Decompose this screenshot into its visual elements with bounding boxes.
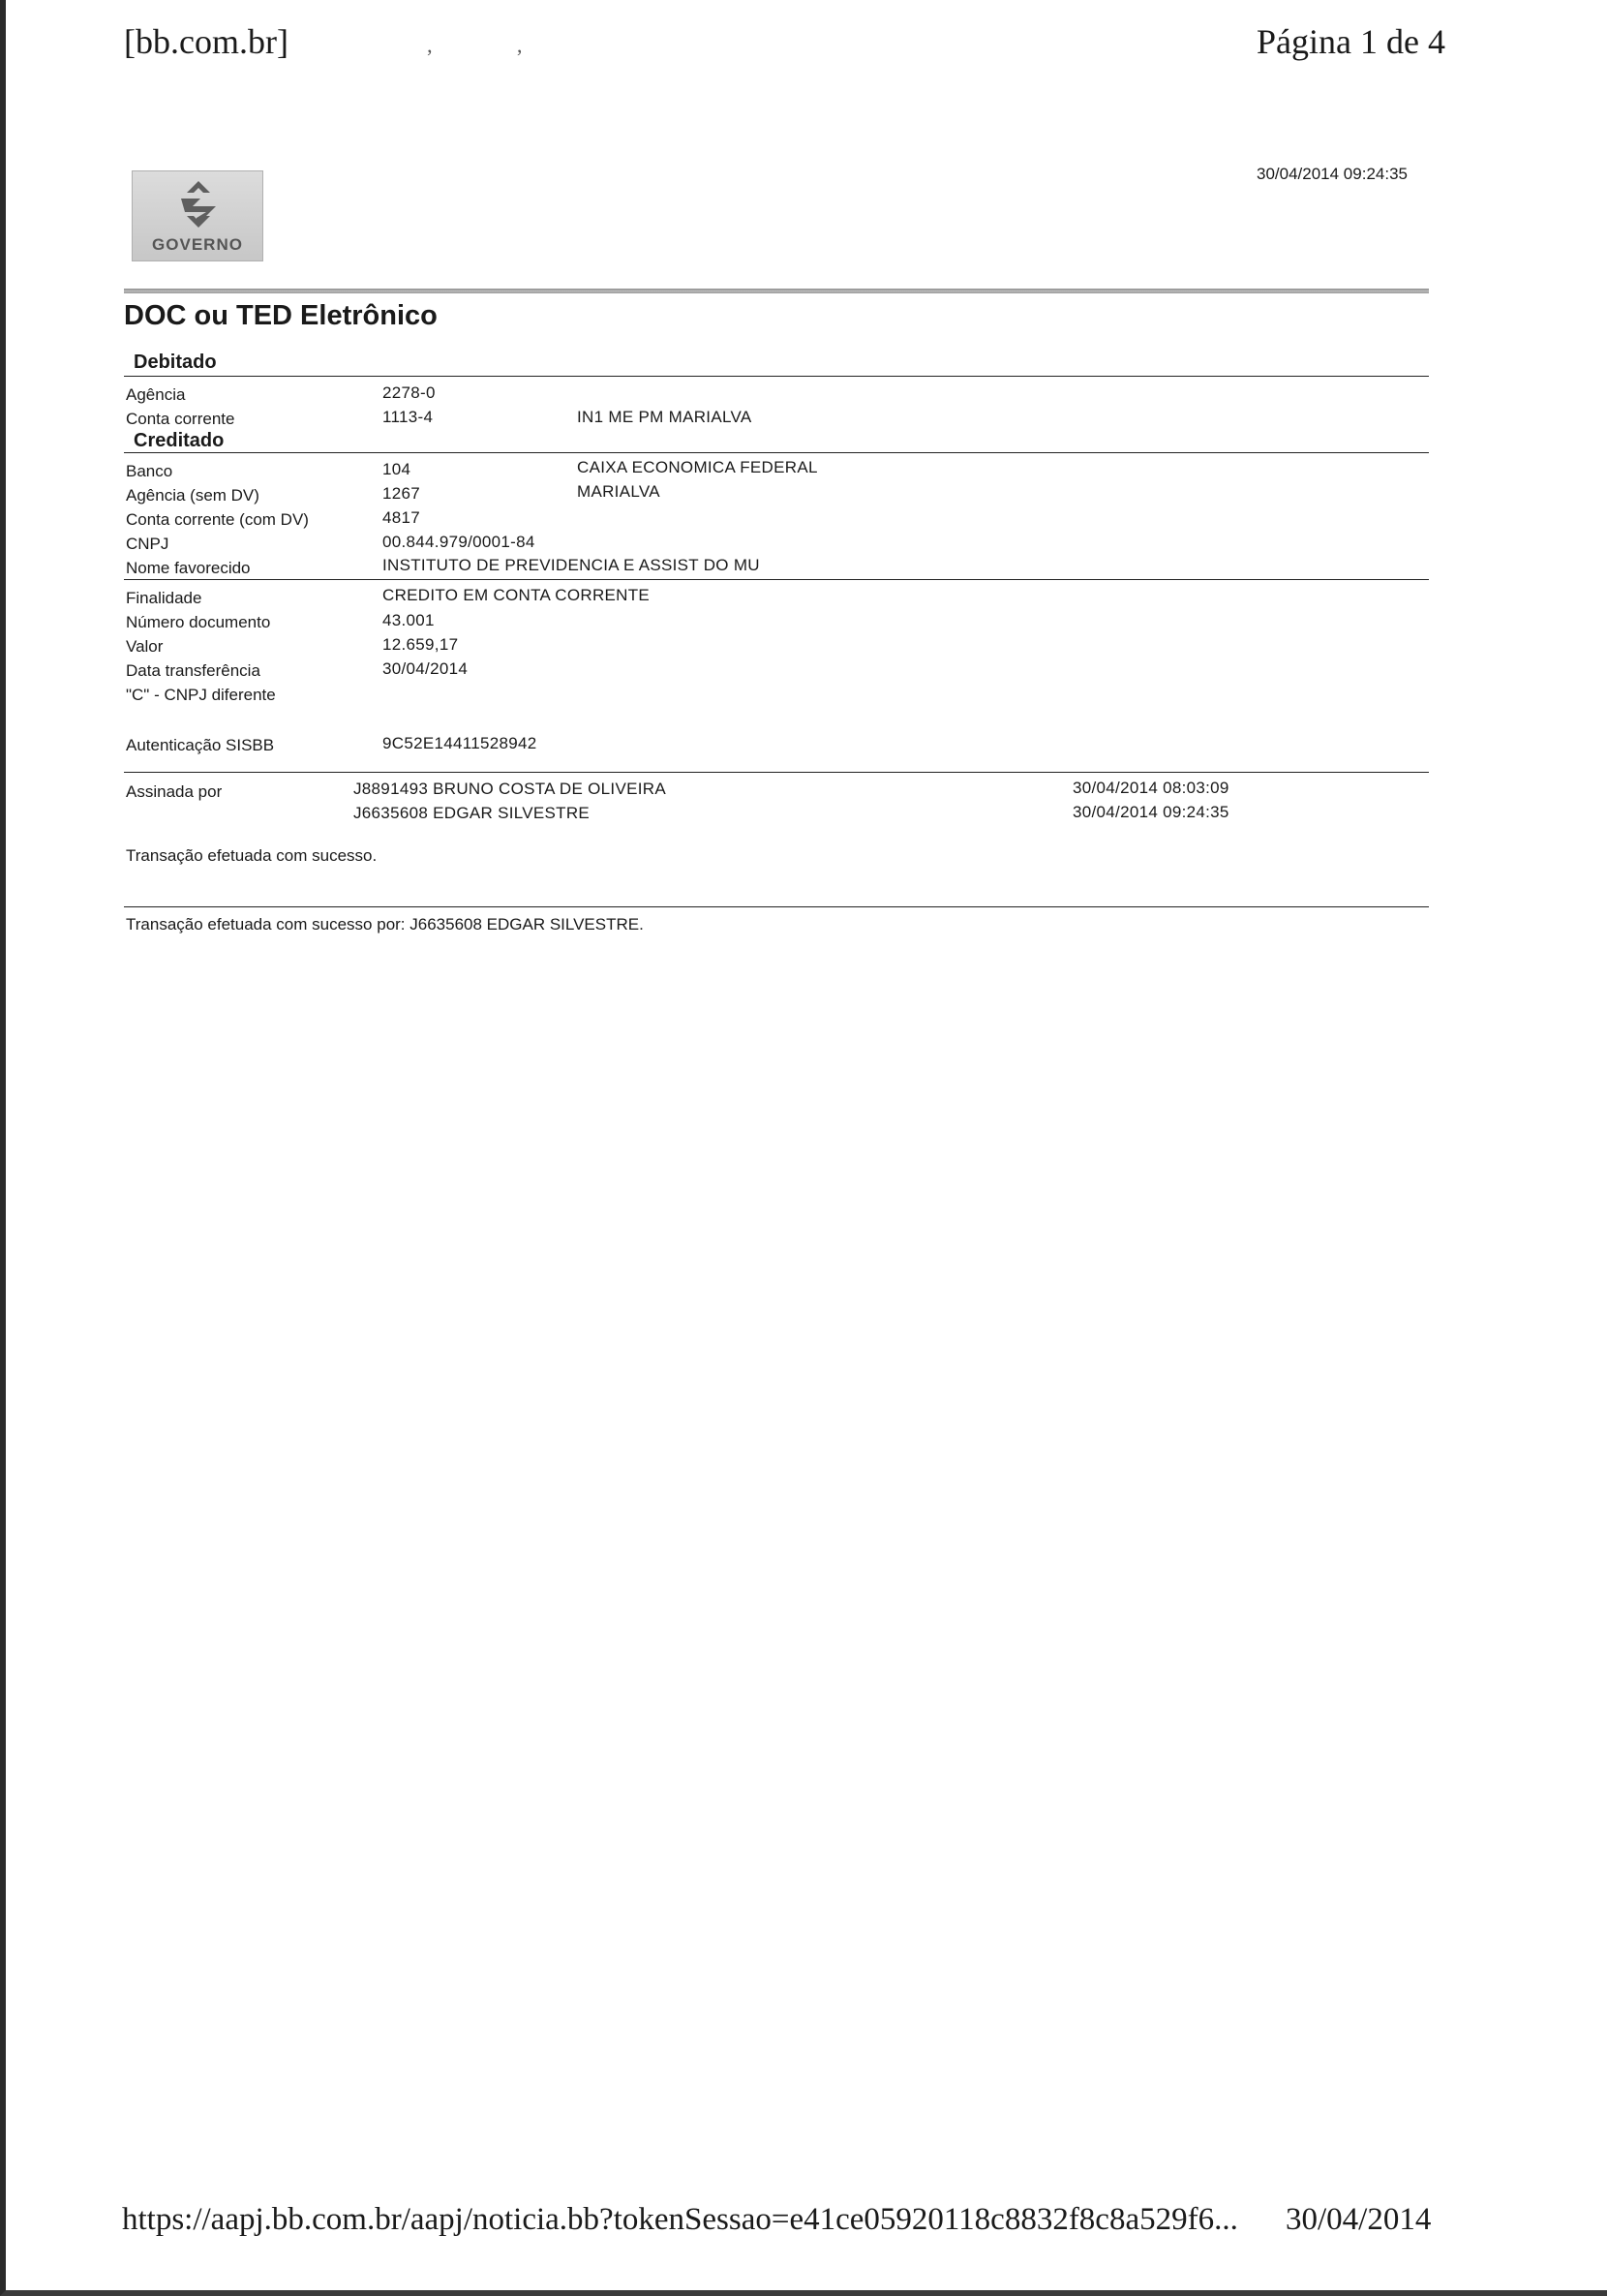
section-debitado-rule — [124, 376, 1429, 377]
data-transferencia-label: Data transferência — [126, 661, 260, 680]
debitado-conta-value: 1113-4 — [382, 408, 434, 426]
creditado-conta-label: Conta corrente (com DV) — [126, 510, 309, 529]
assinatura-1-name: J8891493 BRUNO COSTA DE OLIVEIRA — [353, 780, 666, 798]
creditado-cnpj-value: 00.844.979/0001-84 — [382, 533, 535, 551]
section-detalhes-rule — [124, 579, 1429, 580]
print-footer-url: https://aapj.bb.com.br/aapj/noticia.bb?tokenSessao=e41ce05920118c8832f8c8a529f6... — [122, 2202, 1238, 2237]
debitado-conta-name: IN1 ME PM MARIALVA — [577, 408, 752, 426]
creditado-favorecido-value: INSTITUTO DE PREVIDENCIA E ASSIST DO MU — [382, 556, 760, 574]
section-assinaturas-rule — [124, 772, 1429, 773]
creditado-banco-value: 104 — [382, 460, 411, 478]
bank-logo — [132, 170, 263, 261]
print-header-page-number: Página 1 de 4 — [1257, 22, 1445, 61]
autenticacao-value: 9C52E14411528942 — [382, 734, 537, 752]
print-timestamp: 30/04/2014 09:24:35 — [1257, 165, 1408, 183]
print-header-site: [bb.com.br] — [124, 22, 288, 61]
print-footer-date: 30/04/2014 — [1286, 2202, 1432, 2237]
section-creditado-rule — [124, 452, 1429, 453]
assinatura-2-datetime: 30/04/2014 09:24:35 — [1073, 803, 1229, 821]
status-rule — [124, 906, 1429, 907]
status-message-by: Transação efetuada com sucesso por: J6635608 EDGAR SILVESTRE. — [126, 915, 644, 934]
creditado-agencia-value: 1267 — [382, 484, 421, 503]
creditado-conta-value: 4817 — [382, 508, 421, 527]
creditado-favorecido-label: Nome favorecido — [126, 559, 251, 577]
numero-documento-value: 43.001 — [382, 611, 435, 629]
scan-marks: ‚ ‚ — [426, 33, 562, 57]
cnpj-diferente-label: "C" - CNPJ diferente — [126, 686, 276, 704]
debitado-conta-label: Conta corrente — [126, 410, 235, 428]
creditado-agencia-name: MARIALVA — [577, 482, 660, 501]
creditado-banco-name: CAIXA ECONOMICA FEDERAL — [577, 458, 818, 476]
bb-logo-icon — [171, 177, 226, 231]
assinada-por-label: Assinada por — [126, 782, 223, 801]
valor-value: 12.659,17 — [382, 635, 459, 654]
valor-label: Valor — [126, 637, 164, 656]
assinatura-1-datetime: 30/04/2014 08:03:09 — [1073, 779, 1229, 797]
document-title: DOC ou TED Eletrônico — [124, 300, 438, 331]
debitado-agencia-value: 2278-0 — [382, 383, 436, 402]
section-creditado-title: Creditado — [134, 430, 225, 451]
creditado-banco-label: Banco — [126, 462, 173, 480]
creditado-agencia-label: Agência (sem DV) — [126, 486, 259, 505]
header-divider — [124, 289, 1429, 293]
data-transferencia-value: 30/04/2014 — [382, 659, 469, 678]
numero-documento-label: Número documento — [126, 613, 271, 631]
section-debitado-title: Debitado — [134, 352, 217, 373]
status-message: Transação efetuada com sucesso. — [126, 846, 378, 865]
finalidade-label: Finalidade — [126, 589, 202, 607]
assinatura-2-name: J6635608 EDGAR SILVESTRE — [353, 804, 591, 822]
finalidade-value: CREDITO EM CONTA CORRENTE — [382, 586, 651, 604]
creditado-cnpj-label: CNPJ — [126, 535, 169, 553]
autenticacao-label: Autenticação SISBB — [126, 736, 275, 754]
debitado-agencia-label: Agência — [126, 385, 186, 404]
logo-text: GOVERNO — [152, 235, 243, 254]
